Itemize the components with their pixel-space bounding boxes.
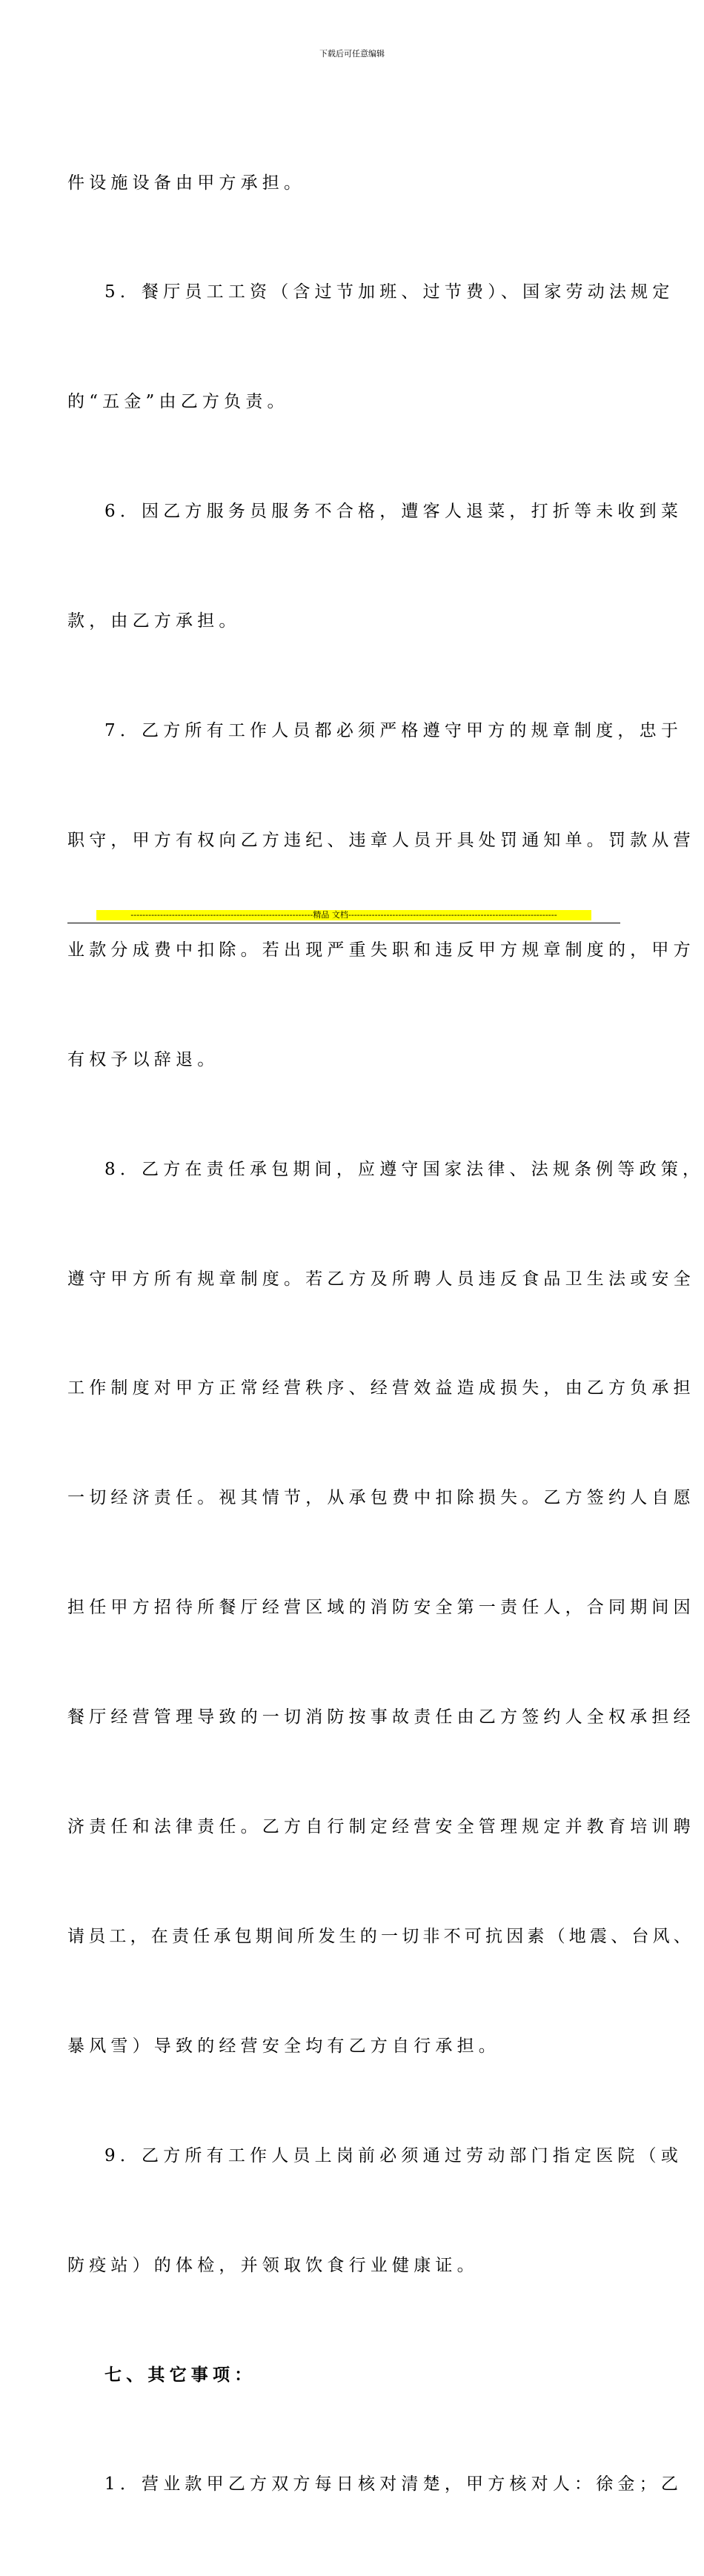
text-line: 7．乙方所有工作人员都必须严格遵守甲方的规章制度，忠于 (104, 721, 683, 741)
text-line: 1．营业款甲乙方双方每日核对清楚，甲方核对人：徐金；乙 (104, 2474, 683, 2494)
text-line: 餐厅经营管理导致的一切消防按事故责任由乙方签约人全权承担经 (67, 1707, 695, 1727)
text-line: 防疫站）的体检，并领取饮食行业健康证。 (67, 2255, 479, 2275)
text-line: 件设施设备由甲方承担。 (67, 173, 306, 193)
text-line: 济责任和法律责任。乙方自行制定经营安全管理规定并教育培训聘 (67, 1816, 695, 1836)
page-header-note: 下载后可任意编辑 (319, 49, 385, 59)
text-line: 9．乙方所有工作人员上岗前必须通过劳动部门指定医院（或 (104, 2145, 683, 2165)
text-line: 8．乙方在责任承包期间，应遵守国家法律、法规条例等政策， (104, 1159, 704, 1179)
text-line: 6．因乙方服务员服务不合格，遭客人退菜，打折等未收到菜 (104, 502, 683, 522)
footer-watermark-bar: --------------------------------------------------------------精品 文档----------------------------------------------------------------------- (96, 910, 591, 920)
text-line: 5．餐厅员工工资（含过节加班、过节费）、国家劳动法规定 (104, 282, 674, 302)
text-line: 请员工，在责任承包期间所发生的一切非不可抗因素（地震、台风、 (67, 1926, 694, 1946)
body-paragraph (67, 92, 704, 2576)
text-line: 担任甲方招待所餐厅经营区域的消防安全第一责任人，合同期间因 (67, 1598, 695, 1618)
text-line: 有权予以辞退。 (67, 1049, 219, 1069)
text-line: 业款分成费中扣除。若出现严重失职和违反甲方规章制度的，甲方 (67, 940, 695, 960)
section-heading: 七、其它事项： (104, 2365, 256, 2386)
text-line: 遵守甲方所有规章制度。若乙方及所聘人员违反食品卫生法或安全 (67, 1269, 695, 1289)
text-line: 职守，甲方有权向乙方违纪、违章人员开具处罚通知单。罚款从营 (67, 830, 695, 850)
text-line: 的“五金”由乙方负责。 (67, 392, 289, 412)
text-line: 款，由乙方承担。 (67, 611, 241, 631)
text-line: 一切经济责任。视其情节，从承包费中扣除损失。乙方签约人自愿 (67, 1488, 695, 1508)
text-line: 暴风雪）导致的经营安全均有乙方自行承担。 (67, 2036, 500, 2056)
document-body (67, 92, 704, 2576)
text-line: 工作制度对甲方正常经营秩序、经营效益造成损失，由乙方负承担 (67, 1378, 695, 1398)
